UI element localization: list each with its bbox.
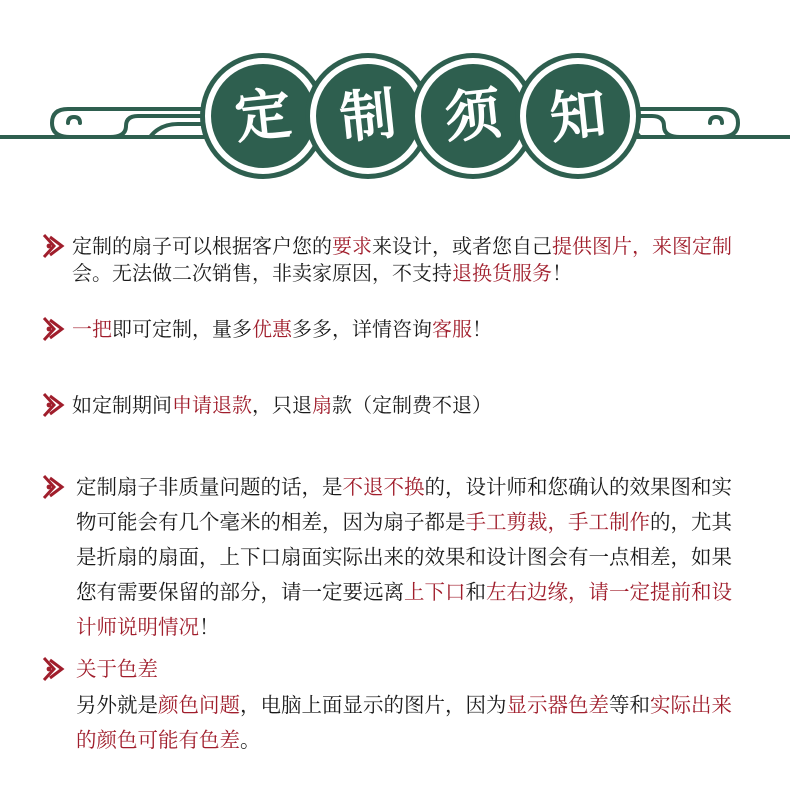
notice-text-plain: ！ — [552, 261, 572, 285]
notice-text-plain: 的，尤其是折扇的扇面，上下口扇面实际出来的效果和设计图会有一点相差，如果您有需要保留的部分，请一定要远离 — [76, 510, 732, 604]
title-char-circle — [520, 58, 636, 174]
notice-text-plain: ，只退 — [252, 393, 312, 417]
title-char: 定 — [231, 80, 295, 152]
arrow-bullet-icon — [40, 316, 66, 342]
title-char: 制 — [336, 80, 400, 152]
notice-heading: 关于色差 — [76, 657, 158, 681]
notice-text-plain: 会。无法做二次销售，非卖家原因，不支持 — [72, 261, 452, 285]
notice-text-plain: 定制扇子非质量问题的话，是 — [76, 475, 343, 499]
notice-text — [72, 316, 760, 343]
notice-text-plain: ！ — [472, 317, 492, 341]
arrow-bullet-icon — [40, 656, 66, 682]
notice-text-plain: 多多，详情咨询 — [292, 317, 432, 341]
title-char-circle — [205, 58, 321, 174]
notice-text-plain: 定制的扇子可以根据客户您的 — [72, 234, 332, 258]
notice-text-plain: 款（定制费不退） — [332, 393, 492, 417]
notice-text-plain: 另外就是 — [76, 693, 158, 717]
notice-text-highlight: 一把 — [72, 317, 112, 341]
notice-text-plain: 和 — [465, 580, 486, 604]
title-banner — [0, 0, 790, 200]
notice-text-plain: 如定制期间 — [72, 393, 172, 417]
notice-text-plain: 等和 — [609, 693, 650, 717]
notice-text-highlight: 要求 — [332, 234, 372, 258]
arrow-bullet-icon — [40, 474, 66, 500]
notice-text — [72, 392, 760, 419]
notice-text-highlight: 手工剪裁，手工制作 — [465, 510, 650, 534]
notice-text-plain: 来设计，或者您自己 — [372, 234, 552, 258]
notice-text-plain: ，电脑上面显示的图片，因为 — [240, 693, 507, 717]
arrow-bullet-icon — [40, 392, 66, 418]
notice-text-highlight: 上下口 — [404, 580, 466, 604]
notice-text-highlight: 不退不换 — [342, 475, 425, 499]
notice-text-highlight: 退换货服务 — [452, 261, 552, 285]
notice-text-highlight: 左右边缘，请一定提前和设计师说明情况 — [76, 580, 732, 639]
title-char-circle — [310, 58, 426, 174]
notice-text-highlight: 显示器色差 — [506, 693, 609, 717]
title-char-circle — [415, 58, 531, 174]
notice-text-highlight: 颜色问题 — [158, 693, 240, 717]
notice-text — [72, 233, 760, 287]
notice-text — [76, 470, 736, 645]
notice-text-highlight: 客服 — [432, 317, 472, 341]
notice-text-highlight: 扇 — [312, 393, 332, 417]
notice-text-plain: 。 — [240, 728, 261, 752]
title-char: 须 — [441, 80, 505, 152]
notice-text-highlight: 实际出来的颜色可能有色差 — [76, 693, 732, 752]
arrow-bullet-icon — [40, 233, 66, 259]
notice-text-highlight: 提供图片，来图定制 — [552, 234, 732, 258]
notice-text-plain: 即可定制，量多 — [112, 317, 252, 341]
notice-text-plain: 的，设计师和您确认的效果图和实物可能会有几个毫米的相差，因为扇子都是 — [76, 475, 732, 534]
title-char: 知 — [546, 80, 610, 152]
notice-text-plain: ！ — [199, 615, 220, 639]
notice-text-highlight: 优惠 — [252, 317, 292, 341]
notice-text-highlight: 申请退款 — [172, 393, 252, 417]
notice-text — [76, 688, 736, 758]
